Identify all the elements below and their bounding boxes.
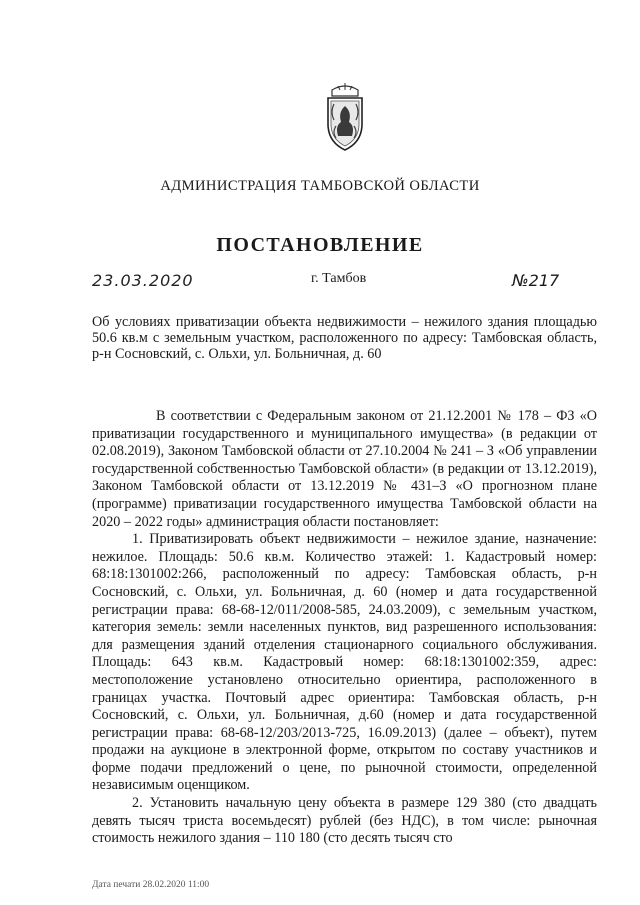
item-1-paragraph: 1. Приватизировать объект недвижимости – нежилое здание, назначение: нежилое. Площадь: 50.6 кв.м. Количество этажей: 1. Кадастровый номер: 68:18:1301002:266, расположенный по адресу: Тамбовская область, р-н Сосновский, с. Ольхи, ул. Больничная, д. 60 (номер и дата государственной регистрации права: 68-68-12/011/2008-585, 24.03.2009), с земельным участком, категория земель: земли населенных пунктов, вид разрешенного использования: для размещения зданий отделения стационарного социального обслуживания. Площадь: 643 кв.м. Кадастровый номер: 68:18:1301002:359, адрес: местоположение установлено относительно ориентира, расположенного в границах участка. Почтовый адрес ориентира: Тамбовская область, р-н Сосновский, с. Ольхи, ул. Больничная, д.60 (номер и дата государственной регистрации права: 68-68-12/203/2013-725, 16.09.2013) (далее – объект), путем продажи на аукционе в электронной форме, открытом по составу участников и форме подачи предложений о цене, по рыночной стоимости, определенной независимым оценщиком. [92, 531, 597, 794]
item-2-paragraph: 2. Установить начальную цену объекта в размере 129 380 (сто двадцать девять тысяч триста восемьдесят) рублей (без НДС), в том числе: рыночная стоимость нежилого здания – 110 180 (сто десять тысяч сто [92, 795, 597, 847]
tambov-coat-of-arms-icon [322, 82, 368, 152]
document-city: г. Тамбов [311, 271, 367, 286]
document-date: 23.03.2020 [92, 271, 194, 290]
preamble-paragraph: В соответствии с Федеральным законом от 21.12.2001 № 178 – ФЗ «О приватизации государственного и муниципального имущества» (в редакции от 02.08.2019), Законом Тамбовской области от 27.10.2004 № 241 – З «Об управлении государственной собственностью Тамбовской области» (в редакции от 13.12.2019), Законом Тамбовской области от 13.12.2019 № 431–З «О прогнозном плане (программе) приватизации государственного имущества Тамбовской области на 2020 – 2022 годы» администрация области постановляет: [92, 408, 597, 530]
document-number: №217 [512, 271, 560, 290]
document-subject: Об условиях приватизации объекта недвижимости – нежилого здания площадью 50.6 кв.м с земельным участком, расположенного по адресу: Тамбовская область, р-н Сосновский, с. Ольхи, ул. Больничная, д. 60 [92, 314, 597, 362]
document-type-title: ПОСТАНОВЛЕНИЕ [216, 234, 424, 256]
organization-title: АДМИНИСТРАЦИЯ ТАМБОВСКОЙ ОБЛАСТИ [160, 178, 480, 194]
document-body [92, 408, 597, 848]
print-date-footer: Дата печати 28.02.2020 11:00 [92, 880, 210, 890]
